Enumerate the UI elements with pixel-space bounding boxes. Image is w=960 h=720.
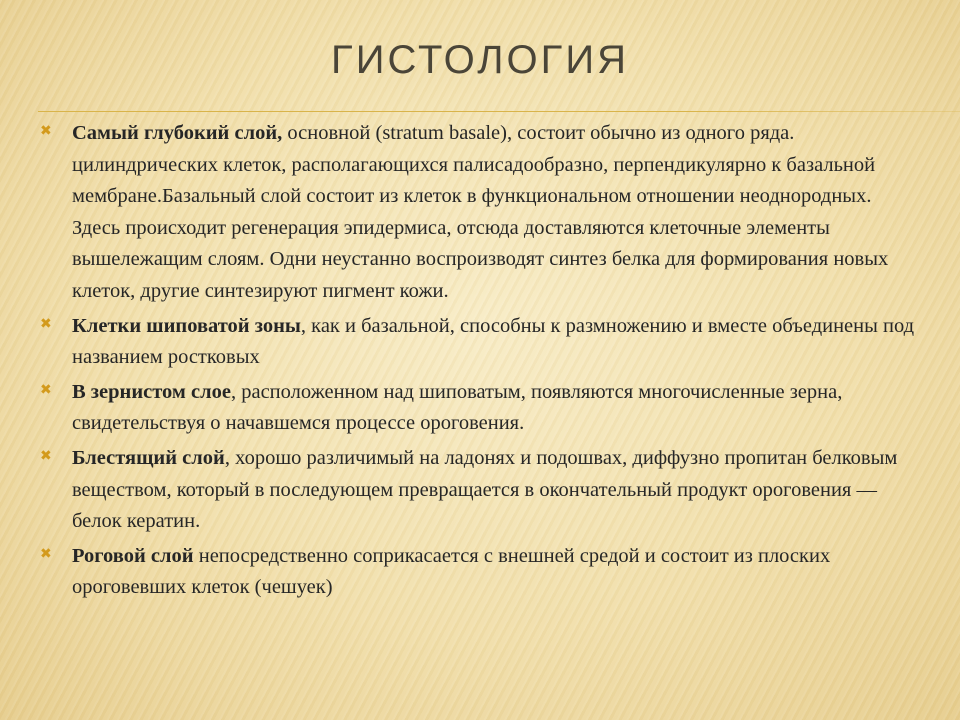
list-item xyxy=(40,377,920,440)
item-text: непосредственно соприкасается с внешней средой и состоит из плоских ороговевших клеток (чешуек) xyxy=(72,544,831,599)
item-lead: В зернистом слое xyxy=(72,380,231,403)
item-text: основной (stratum basale), состоит обычно из одного ряда. цилиндрических клеток, располагающихся палисадообразно, перпендикулярно к базальной мембране.Базальный слой состоит из клеток в функциональном отношении неоднородных. Здесь происходит регенерация эпидермиса, отсюда доставляются клеточные элементы вышележащим слоям. Одни неустанно воспроизводят синтез белка для формирования новых клеток, другие синтезируют пигмент кожи. xyxy=(72,122,889,302)
title-divider xyxy=(38,111,960,112)
bullet-list xyxy=(40,118,920,607)
x-mark-bullet-icon: ✖ xyxy=(40,381,52,398)
item-text: , хорошо различимый на ладонях и подошвах, диффузно пропитан белковым веществом, который в последующем превращается в окончательный продукт ороговения — белок кератин. xyxy=(72,446,898,533)
list-item xyxy=(40,118,920,308)
list-item xyxy=(40,541,920,604)
item-text: , расположенном над шиповатым, появляются многочисленные зерна, свидетельствуя о начавшемся процессе ороговения. xyxy=(72,380,843,435)
list-item xyxy=(40,311,920,374)
x-mark-bullet-icon: ✖ xyxy=(40,545,52,562)
x-mark-bullet-icon: ✖ xyxy=(40,123,52,139)
item-lead: Блестящий слой xyxy=(72,446,225,469)
slide-title: ГИСТОЛОГИЯ xyxy=(331,38,629,82)
list-item xyxy=(40,443,920,538)
item-lead: Самый глубокий слой, xyxy=(72,122,283,144)
item-lead: Клетки шиповатой зоны xyxy=(72,314,301,337)
x-mark-bullet-icon: ✖ xyxy=(40,447,52,464)
item-text: , как и базальной, способны к размножению и вместе объединены под названием ростковых xyxy=(72,314,915,369)
x-mark-bullet-icon: ✖ xyxy=(40,315,52,332)
item-lead: Роговой слой xyxy=(72,544,194,567)
